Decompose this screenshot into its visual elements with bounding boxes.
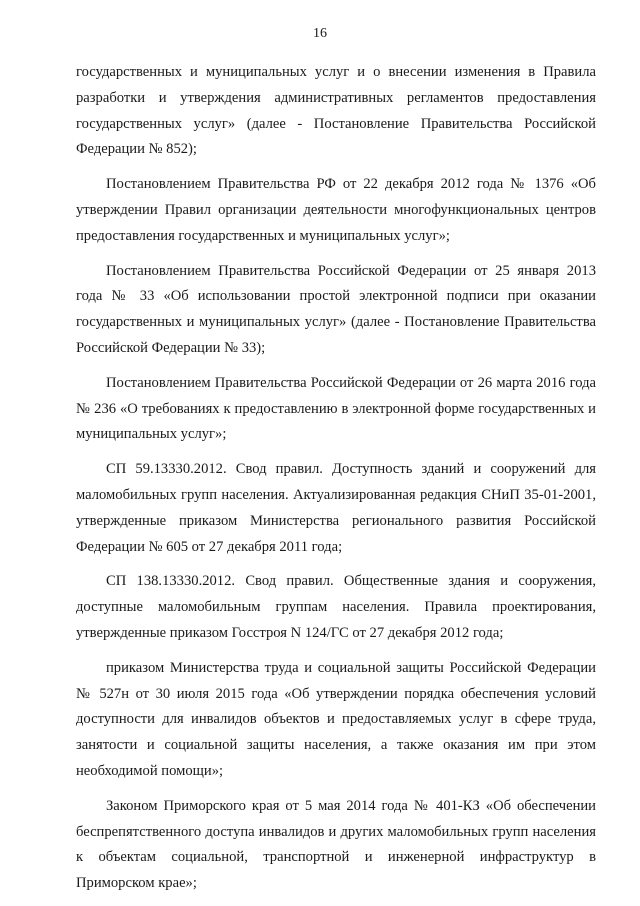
page-number: 16 — [313, 26, 327, 41]
paragraph-decree-236: Постановлением Правительства Российской Федерации от 26 марта 2016 года № 236 «О требованиях к предоставлению в электронной форме государственных и муниципальных услуг»; — [76, 374, 596, 443]
paragraph-sp-138: СП 138.13330.2012. Свод правил. Общественные здания и сооружения, доступные маломобильным группам населения. Правила проектирования, утвержденные приказом Госстроя N 124/ГС от 27 декабря 2012 года; — [76, 573, 596, 641]
paragraph-continuation: государственных и муниципальных услуг и о внесении изменения в Правила разработки и утверждения административных регламентов предоставления государственных услуг» (далее - Постановление Правительства Российской Федерации № 852); — [76, 64, 596, 158]
paragraph-order-527n: приказом Министерства труда и социальной защиты Российской Федерации № 527н от 30 июля 2015 года «Об утверждении порядка обеспечения условий доступности для инвалидов объектов и предоставляемых услуг в сфере труда, занятости и социальной защиты населения, а также оказания им при этом необходимой помощи»; — [76, 659, 596, 779]
paragraph-law-401: Законом Приморского края от 5 мая 2014 года № 401-КЗ «Об обеспечении беспрепятственного доступа инвалидов и других маломобильных групп населения к объектам социальной, транспортной и инженерной инфраструктур в Приморском крае»; — [76, 797, 596, 892]
paragraph-sp-59: СП 59.13330.2012. Свод правил. Доступность зданий и сооружений для маломобильных групп населения. Актуализированная редакция СНиП 35-01-2001, утвержденные приказом Министерства регионального развития Российской Федерации № 605 от 27 декабря 2011 года; — [76, 461, 596, 555]
paragraph-decree-1376: Постановлением Правительства РФ от 22 декабря 2012 года № 1376 «Об утверждении Правил организации деятельности многофункциональных центров предоставления государственных и муниципальных услуг»; — [76, 176, 596, 244]
document-body — [76, 60, 596, 906]
paragraph-decree-33: Постановлением Правительства Российской Федерации от 25 января 2013 года № 33 «Об использовании простой электронной подписи при оказании государственных и муниципальных услуг» (далее - Постановление Правительства Российской Федерации № 33); — [76, 262, 596, 356]
